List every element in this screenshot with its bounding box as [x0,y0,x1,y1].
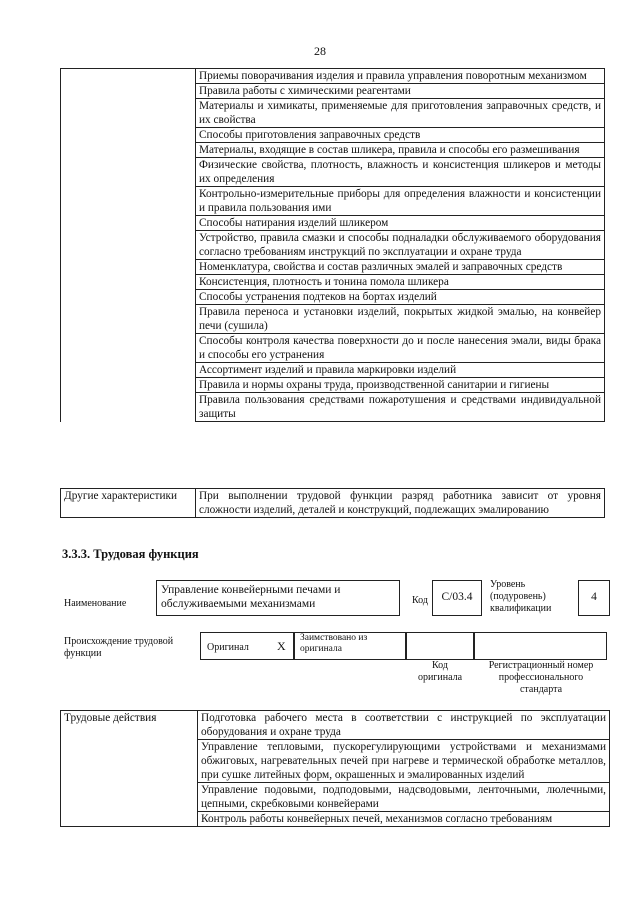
knowledge-item: Правила работы с химическими реагентами [196,84,605,99]
knowledge-item: Правила переноса и установки изделий, покрытых жидкой эмалью, на конвейер печи (сушила) [196,305,605,334]
labor-actions-table [60,710,610,827]
knowledge-item: Правила пользования средствами пожаротушения и средствами индивидуальной защиты [196,393,605,422]
original-box [200,632,295,660]
section-title: 3.3.3. Трудовая функция [62,547,199,561]
name-label: Наименование [64,598,127,609]
original-label: Оригинал [207,642,249,653]
other-characteristics-text: При выполнении трудовой функции разряд работника зависит от уровня сложности изделий, деталей и конструкций, подлежащих эмалированию [196,489,605,518]
knowledge-item: Правила и нормы охраны труда, производственной санитарии и гигиены [196,378,605,393]
knowledge-table [60,68,605,422]
borrowed-label: Заимствовано из оригинала [300,633,368,654]
name-box [156,580,400,616]
knowledge-item: Материалы и химикаты, применяемые для приготовления заправочных средств, и их свойства [196,99,605,128]
level-value: 4 [591,591,597,603]
labor-actions-label: Трудовые действия [61,711,198,827]
knowledge-item: Приемы поворачивания изделия и правила управления поворотным механизмом [196,69,605,84]
labor-action-item: Подготовка рабочего места в соответствии с инструкцией по эксплуатации оборудования и охране труда [198,711,610,740]
knowledge-item: Способы контроля качества поверхности до и после нанесения эмали, виды брака и способы его устранения [196,334,605,363]
code-box [432,580,482,616]
knowledge-item: Консистенция, плотность и тонина помола шликера [196,275,605,290]
other-characteristics-label: Другие характеристики [61,489,196,518]
name-value: Управление конвейерными печами и обслуживаемыми механизмами [161,584,341,610]
origin-label: Происхождение трудовой функции [64,636,174,659]
labor-action-item: Управление подовыми, подподовыми, надсводовыми, ленточными, люлечными, цепными, скребковыми конвейерами [198,783,610,812]
reg-number-caption: Регистрационный номер профессионального стандарта [488,660,594,695]
original-mark: X [277,639,286,653]
knowledge-label-cell [61,69,196,422]
labor-action-item: Контроль работы конвейерных печей, механизмов согласно требованиям [198,812,610,827]
knowledge-item: Ассортимент изделий и правила маркировки изделий [196,363,605,378]
knowledge-item: Устройство, правила смазки и способы подналадки обслуживаемого оборудования согласно требованиям инструкций по эксплуатации и охране труда [196,231,605,260]
page-number: 28 [314,44,326,58]
knowledge-item: Способы устранения подтеков на бортах изделий [196,290,605,305]
knowledge-item: Материалы, входящие в состав шликера, правила и способы его размешивания [196,143,605,158]
knowledge-item: Физические свойства, плотность, влажность и консистенция шликеров и методы их определения [196,158,605,187]
labor-action-item: Управление тепловыми, пускорегулирующими устройствами и механизмами обжиговых, нагревательных печей при нагреве и термической обработке металлов, при сушке литейных форм, окрашенных и эмалированных изделий [198,740,610,783]
code-original-caption: Код оригинала [417,660,463,683]
other-characteristics-table [60,488,605,518]
table-row [61,69,605,84]
knowledge-item: Контрольно-измерительные приборы для определения влажности и консистенции и правила пользования ими [196,187,605,216]
knowledge-item: Способы натирания изделий шликером [196,216,605,231]
table-row [61,489,605,518]
knowledge-item: Способы приготовления заправочных средств [196,128,605,143]
level-label: Уровень (подуровень) квалификации [490,579,552,614]
level-box [578,580,610,616]
code-original-box [405,632,475,660]
reg-number-box [473,632,607,660]
code-label: Код [412,595,428,606]
code-value: С/03.4 [441,591,473,603]
knowledge-item: Номенклатура, свойства и состав различных эмалей и заправочных средств [196,260,605,275]
table-row [61,711,610,740]
borrowed-box [293,632,407,660]
